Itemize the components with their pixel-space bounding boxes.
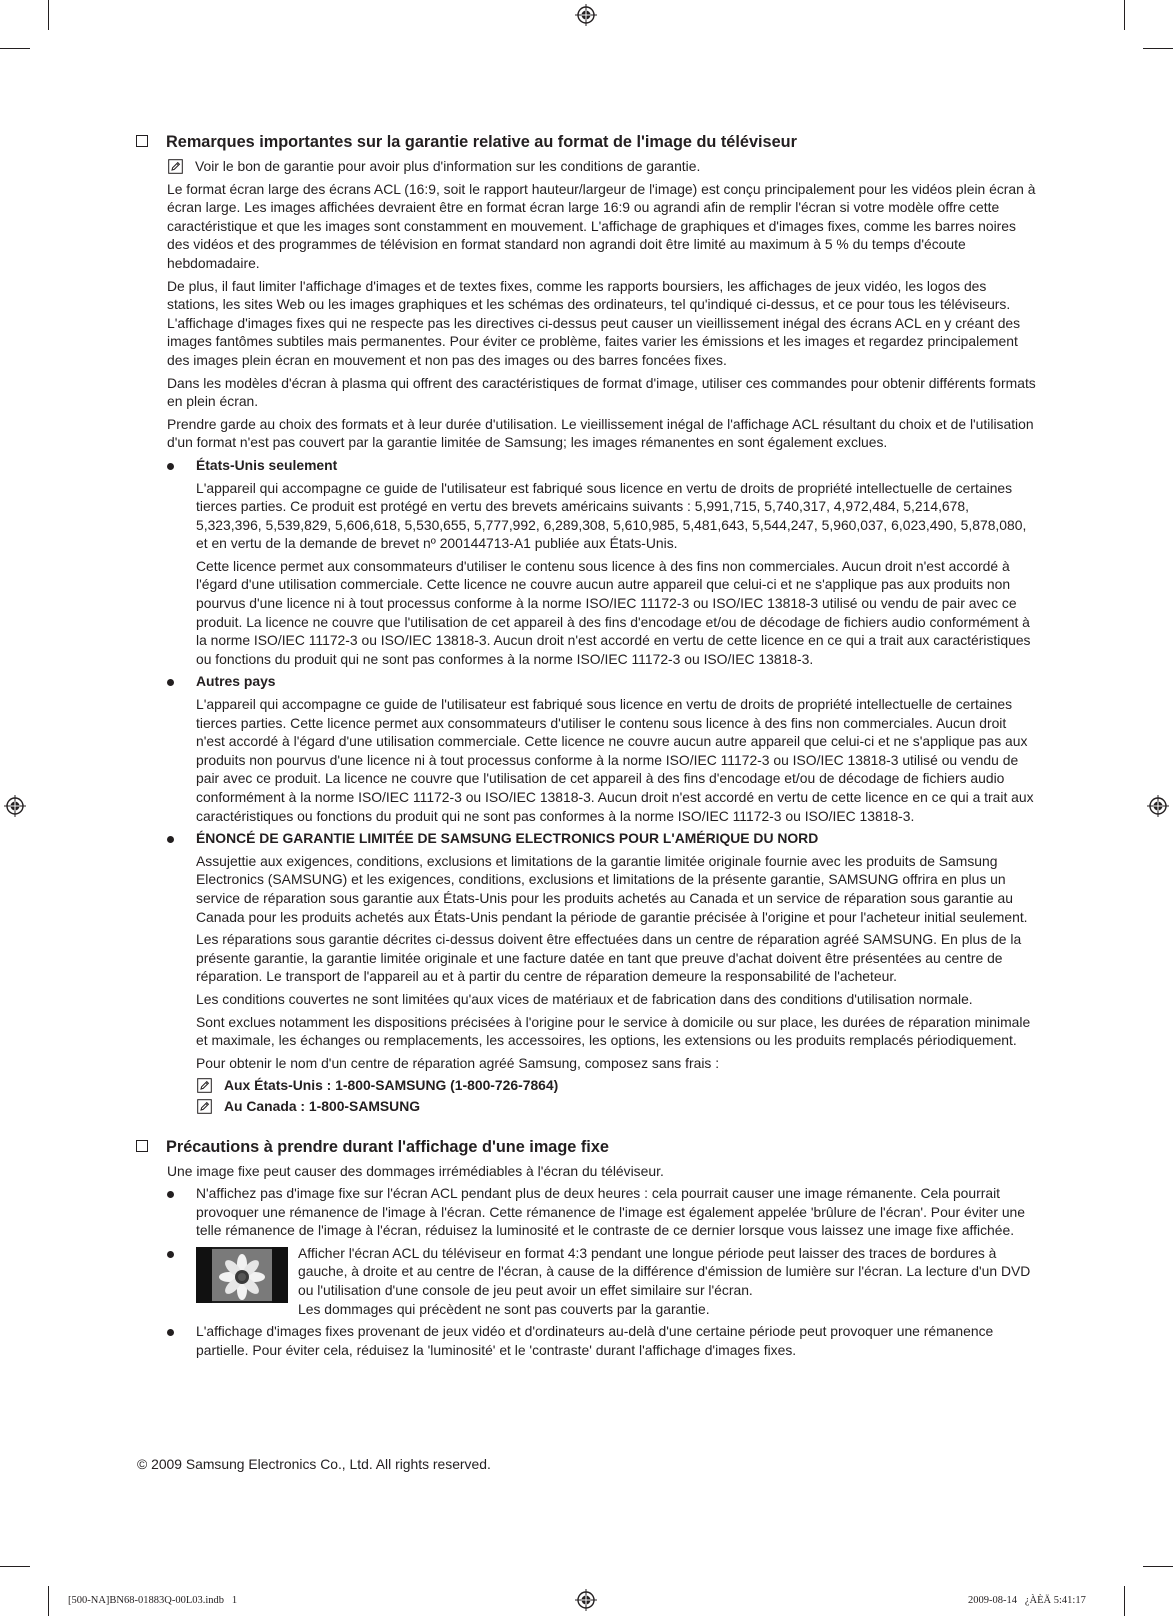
paragraph: L'appareil qui accompagne ce guide de l'utilisateur est fabriqué sous licence en vertu de droits de propriété intellectuelle de certaines tierces parties. Ce produit est protégé en vertu des brevets américains suivants : 5,991,715, 5,740,317, 4,972,484, 5,214,678, 5,323,396, 5,539,829, 5,606,618, 5,530,655, 5,777,992, 6,289,308, 5,610,985, 5,481,643, 5,544,247, 5,960,037, 6,023,490, 5,878,080, et en vertu de la demande de brevet nº 200144713-A1 publiée aux États-Unis.: [196, 479, 1027, 552]
registration-mark-icon: [575, 1589, 597, 1611]
section2-body: [134, 1162, 1036, 1360]
paragraph: Les dommages qui précèdent ne sont pas couverts par la garantie.: [298, 1300, 710, 1317]
paragraph: Afficher l'écran ACL du téléviseur en format 4:3 pendant une longue période peut laisser des traces de bordures à gauche, à droite et au centre de l'écran, à cause de la différence d'émission de lumière sur l'écran. La lecture d'un DVD ou l'utilisation d'une console de jeu peut avoir un effet similaire sur l'écran.: [298, 1244, 1031, 1299]
registration-mark-icon: [1147, 795, 1169, 817]
bullet-dot-icon: [167, 836, 174, 843]
paragraph: Assujettie aux exigences, conditions, exclusions et limitations de la garantie limitée originale fournie avec les produits de Samsung Electronics (SAMSUNG) et les exigences, conditions, exclusions et limitations de la présente garantie, SAMSUNG offrira en plus un service de réparation sous garantie aux États-Unis pour les produits achetés au Canada et un service de réparation sous garantie au Canada pour les produits achetés aux États-Unis pendant la période de garantie précisée à l'origine et pour l'acheteur initial seulement.: [196, 852, 1028, 925]
bullet-item: [167, 829, 1036, 1115]
tv-4-3-image: [196, 1247, 288, 1303]
paragraph: Prendre garde au choix des formats et à leur durée d'utilisation. Le vieillissement inégal de l'affichage ACL résultant du choix et de l'utilisation d'un format n'est pas couvert par la garantie limitée de Samsung; les images rémanentes en sont également exclues.: [167, 415, 1034, 451]
bullet-item: [167, 672, 1036, 825]
page-content: [134, 131, 1036, 1359]
paragraph: L'affichage d'images fixes provenant de jeux vidéo et d'ordinateurs au-delà d'une certaine période peut provoquer une rémanence partielle. Pour éviter cela, réduisez la 'luminosité' et le 'contraste' durant l'affichage d'images fixes.: [196, 1323, 994, 1358]
paragraph: L'appareil qui accompagne ce guide de l'utilisateur est fabriqué sous licence en vertu de droits de propriété intellectuelle de certaines tierces parties. Cette licence permet aux consommateurs d'utiliser le contenu sous licence à des fins non commerciales. Aucun droit n'est accordé à l'égard d'une utilisation commerciale. Cette licence ne couvre aucun autre appareil que celui-ci et ne s'applique pas aux produits non pourvus d'une licence ni à tout processus conforme à la norme ISO/IEC 11172-3 ou ISO/IEC 13818-3 utilisé ou vendu de pair avec ce produit. La licence ne couvre que l'utilisation de cet appareil à des fins d'encodage et/ou de décodage de fichiers audio conformément à la norme ISO/IEC 11172-3 ou ISO/IEC 13818-3. Aucun droit n'est accordé en vertu de cette licence en ce qui a trait aux caractéristiques ou fonctions du produit qui ne sont pas conformes à la norme ISO/IEC 11172-3 ou ISO/IEC 13818-3.: [196, 696, 1034, 824]
contact-text: Aux États-Unis : 1-800-SAMSUNG (1-800-726-7864): [224, 1077, 559, 1094]
section-heading: [134, 131, 1036, 153]
paragraph: Sont exclues notamment les dispositions précisées à l'origine pour le service à domicile ou sur place, les durées de réparation minimale et maximale, les échanges ou remplacements, les accessoires, les options, les extensions ou les produits remplacés périodiquement.: [196, 1013, 1031, 1049]
section-heading: [134, 1136, 1036, 1158]
section2-title: Précautions à prendre durant l'affichage d'une image fixe: [166, 1137, 609, 1156]
bullet-dot-icon: [167, 679, 174, 686]
paragraph: N'affichez pas d'image fixe sur l'écran ACL pendant plus de deux heures : cela pourrait causer une image rémanente. Cela pourrait provoquer une rémanence de l'image à l'écran. Cette rémanence de l'image est également appelée 'brûlure de l'écran'. Pour éviter une telle rémanence de l'image à l'écran, réduisez la luminosité et le contraste de ce dernier lorsque vous laissez une image fixe affichée.: [196, 1185, 1026, 1239]
paragraph: Les conditions couvertes ne sont limitées qu'aux vices de matériaux et de fabrication dans des conditions d'utilisation normale.: [196, 990, 973, 1007]
bullet-item: [167, 1244, 1036, 1318]
contact-usa: [196, 1076, 1036, 1095]
section1-body: [134, 157, 1036, 1116]
note-pencil-icon: [168, 159, 183, 174]
note-pencil-icon: [197, 1099, 212, 1114]
bullet-dot-icon: [167, 1329, 174, 1336]
bullet-item: [167, 1322, 1036, 1359]
flower-icon: [196, 1247, 288, 1303]
crop-mark: [48, 1586, 49, 1616]
crop-mark: [1124, 1586, 1125, 1616]
contact-canada: [196, 1097, 1036, 1116]
crop-mark: [1143, 1566, 1173, 1567]
bullet-title: Autres pays: [196, 673, 276, 690]
crop-mark: [1143, 48, 1173, 49]
checkbox-square-icon: [136, 135, 148, 147]
crop-mark: [48, 0, 49, 30]
note-pencil-icon: [197, 1078, 212, 1093]
contact-text: Au Canada : 1-800-SAMSUNG: [224, 1097, 421, 1114]
bullet-title: ÉNONCÉ DE GARANTIE LIMITÉE DE SAMSUNG ELECTRONICS POUR L'AMÉRIQUE DU NORD: [196, 830, 819, 847]
slug-left: [500-NA]BN68-01883Q-00L03.indb 1: [68, 1595, 238, 1606]
checkbox-square-icon: [136, 1140, 148, 1152]
paragraph: Dans les modèles d'écran à plasma qui offrent des caractéristiques de format d'image, utiliser ces commandes pour obtenir différents formats en plein écran.: [167, 374, 1036, 410]
registration-mark-icon: [575, 4, 597, 26]
crop-mark: [0, 1566, 30, 1567]
crop-mark: [1124, 0, 1125, 30]
section1-title: Remarques importantes sur la garantie relative au format de l'image du téléviseur: [166, 133, 797, 151]
bullet-item: [167, 1184, 1036, 1240]
paragraph: Pour obtenir le nom d'un centre de réparation agréé Samsung, composez sans frais :: [196, 1054, 720, 1071]
bullet-dot-icon: [167, 1251, 174, 1258]
paragraph: Une image fixe peut causer des dommages irrémédiables à l'écran du téléviseur.: [167, 1162, 664, 1179]
note: [167, 157, 1036, 176]
paragraph: De plus, il faut limiter l'affichage d'images et de textes fixes, comme les rapports boursiers, les affichages de jeux vidéo, les logos des stations, les sites Web ou les images graphiques et les schémas des ordinateurs, tel qu'indiqué ci-dessus, et ce pour tous les téléviseurs. L'affichage d'images fixes qui ne respecte pas les directives ci-dessus peut causer un vieillissement inégal des écrans ACL en y créant des images fantômes subtiles mais permanentes. Pour éviter ce problème, faites varier les émissions et les images et regardez principalement des images plein écran en mouvement et non pas des images ou des barres foncées fixes.: [167, 277, 1021, 368]
paragraph: Le format écran large des écrans ACL (16:9, soit le rapport hauteur/largeur de l'image) est conçu principalement pour les vidéos plein écran à écran large. Les images affichées devraient être en format écran large 16:9 ou agrandi afin de remplir l'écran si votre modèle offre cette caractéristique et que les images sont constamment en mouvement. L'affichage de graphiques et d'images fixes, comme les barres noires des vidéos et des programmes de télévision en format standard non agrandi doit être limité au maximum à 5 % du temps d'écoute hebdomadaire.: [167, 180, 1036, 271]
bullet-dot-icon: [167, 1191, 174, 1198]
crop-mark: [0, 48, 30, 49]
slug-right: 2009-08-14 ¿ÀÈÄ 5:41:17: [968, 1595, 1086, 1606]
bullet-dot-icon: [167, 463, 174, 470]
bullet-title: États-Unis seulement: [196, 456, 338, 473]
bullet-item: [167, 456, 1036, 669]
paragraph: Les réparations sous garantie décrites ci-dessus doivent être effectuées dans un centre de réparation agréé SAMSUNG. En plus de la présente garantie, la garantie limitée originale et une facture datée en tant que preuve d'achat doivent être présentées au centre de réparation. Le transport de l'appareil au et à partir du centre de réparation demeure la responsabilité de l'acheteur.: [196, 931, 1022, 985]
copyright: © 2009 Samsung Electronics Co., Ltd. All rights reserved.: [137, 1456, 491, 1472]
paragraph: Cette licence permet aux consommateurs d'utiliser le contenu sous licence à des fins non commerciales. Aucun droit n'est accordé à l'égard d'une utilisation commerciale. Cette licence ne couvre aucun autre appareil que celui-ci et ne s'applique pas aux produits non pourvus d'une licence ni à tout processus conforme à la norme ISO/IEC 11172-3 ou ISO/IEC 13818-3 utilisé ou vendu de pair avec ce produit. La licence ne couvre que l'utilisation de cet appareil à des fins d'encodage et/ou de décodage de fichiers audio conformément à la norme ISO/IEC 11172-3 ou ISO/IEC 13818-3. Aucun droit n'est accordé en vertu de cette licence en ce qui a trait aux caractéristiques ou fonctions du produit qui ne sont pas conformes à la norme ISO/IEC 11172-3 ou ISO/IEC 13818-3.: [196, 557, 1031, 667]
registration-mark-icon: [4, 795, 26, 817]
note-text: Voir le bon de garantie pour avoir plus d'information sur les conditions de garantie.: [195, 158, 701, 174]
